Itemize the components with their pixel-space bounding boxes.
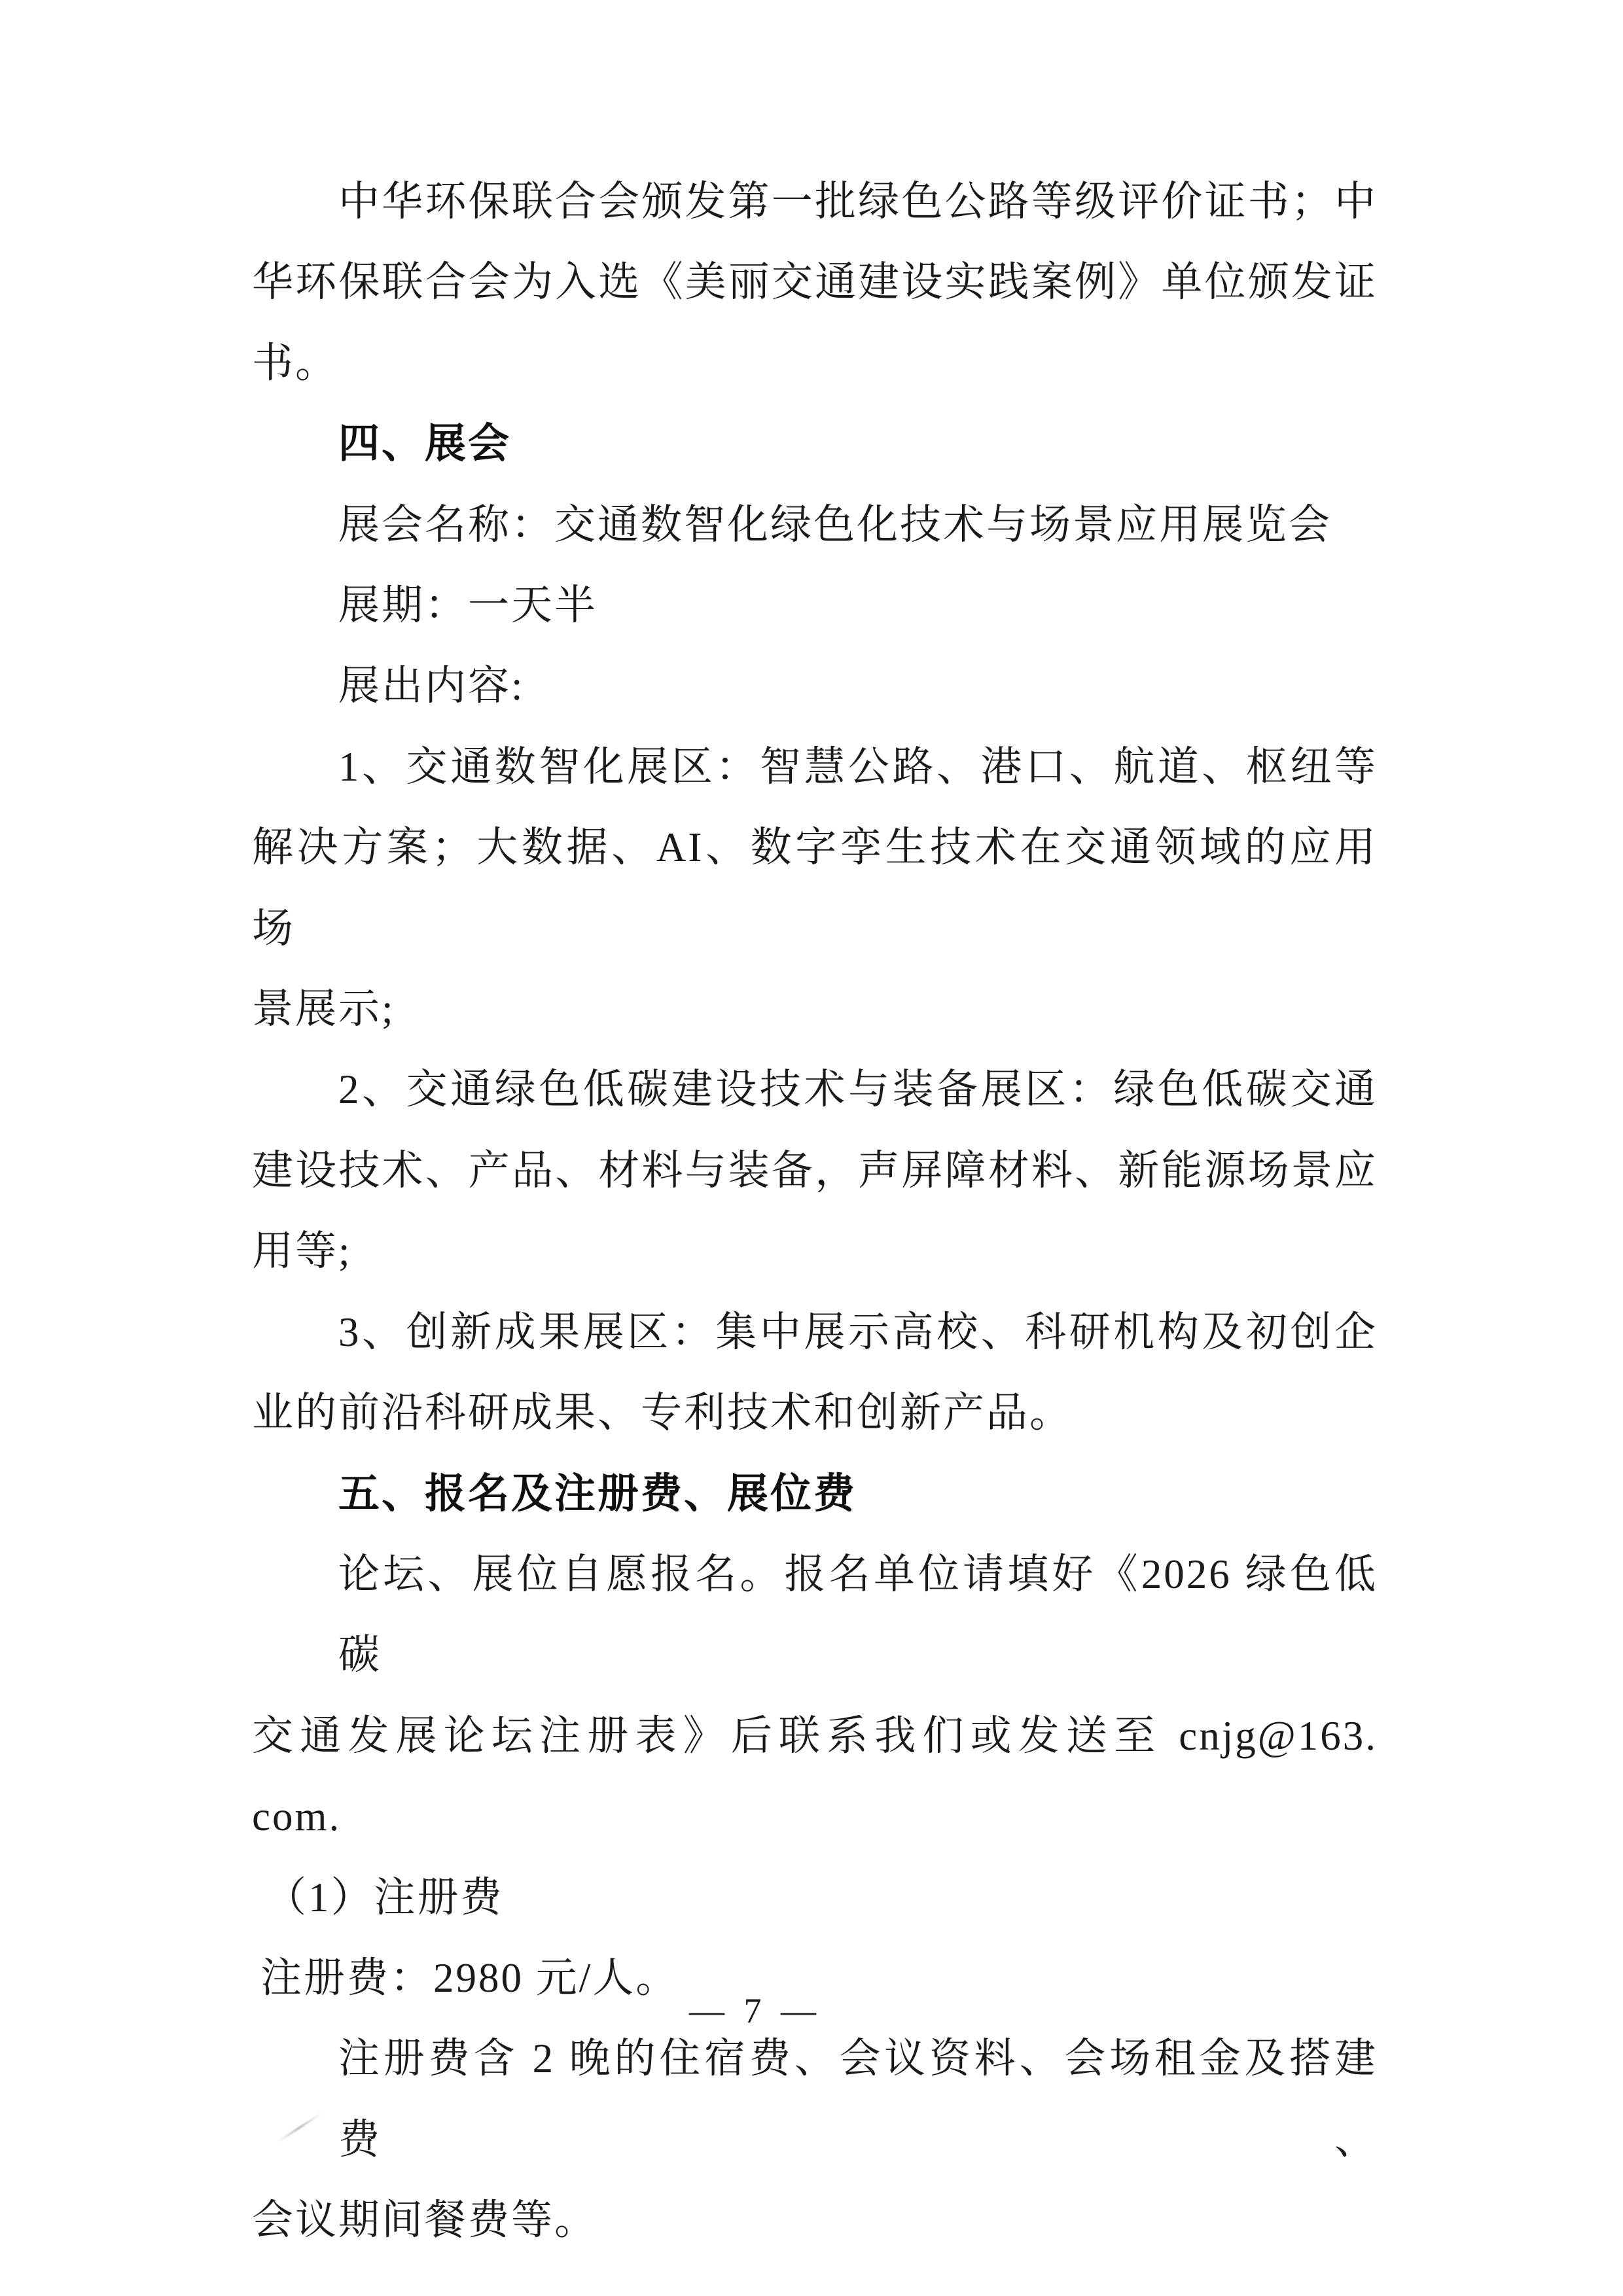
document-line: 展期：一天半 xyxy=(338,582,597,629)
document-line: 注册费含 2 晚的住宿费、会议资料、会场租金及搭建费、 xyxy=(338,2036,1378,2163)
document-line: 论坛、展位自愿报名。报名单位请填好《2026 绿色低碳 xyxy=(338,1551,1378,1678)
document-line: 书。 xyxy=(252,340,338,386)
document-line: 华环保联合会为入选《美丽交通建设实践案例》单位颁发证 xyxy=(252,259,1378,306)
document-line: 业的前沿科研成果、专利技术和创新产品。 xyxy=(252,1390,1073,1436)
text-block xyxy=(252,162,1378,2261)
document-line: 2、交通绿色低碳建设技术与装备展区：绿色低碳交通 xyxy=(338,1067,1378,1113)
document-line: （1）注册费 xyxy=(265,1874,504,1920)
document-line: 展出内容: xyxy=(338,663,525,709)
document-line: 1、交通数智化展区：智慧公路、港口、航道、枢纽等 xyxy=(338,743,1378,790)
document-line: 解决方案；大数据、AI、数字孪生技术在交通领域的应用场 xyxy=(252,824,1378,951)
document-line: 用等; xyxy=(252,1228,352,1275)
document-line: 建设技术、产品、材料与装备，声屏障材料、新能源场景应 xyxy=(252,1147,1378,1193)
document-line: 注册费：2980 元/人。 xyxy=(260,1954,679,2001)
document-line: 景展示; xyxy=(252,986,395,1033)
section-heading: 四、展会 xyxy=(338,421,511,467)
page-number: — 7 — xyxy=(689,1991,821,2030)
document-line: 会议期间餐费等。 xyxy=(252,2197,597,2244)
document-line: 中华环保联合会颁发第一批绿色公路等级评价证书；中 xyxy=(338,179,1378,224)
section-heading: 五、报名及注册费、展位费 xyxy=(338,1470,857,1517)
document-line: 展会名称：交通数智化绿色化技术与场景应用展览会 xyxy=(338,501,1332,548)
document-line: 3、创新成果展区：集中展示高校、科研机构及初创企 xyxy=(338,1309,1378,1355)
document-line: 交通发展论坛注册表》后联系我们或发送至 cnjg@163. com. xyxy=(252,1712,1378,1840)
